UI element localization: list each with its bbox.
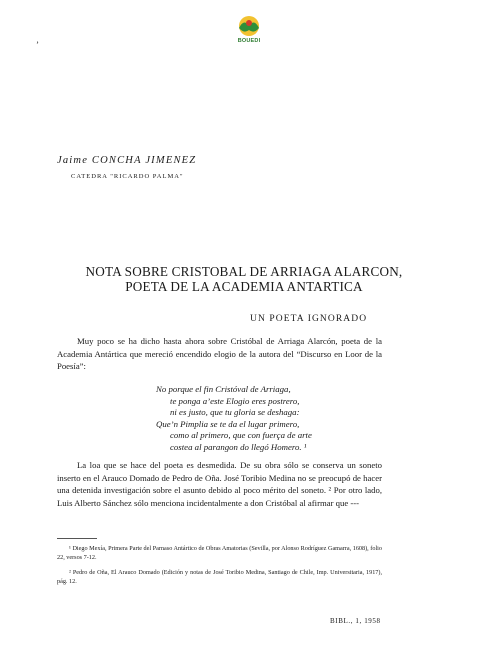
verse-quotation xyxy=(156,384,312,453)
verse-line: costea al parangon do llegó Homero. ¹ xyxy=(170,441,307,452)
verse-line: te ponga a’este Elogio eres postrero, xyxy=(170,395,300,406)
body-paragraph xyxy=(57,459,382,509)
footnote-1 xyxy=(57,544,382,563)
verse-line: Que’n Pimplia se te da el lugar primero, xyxy=(156,418,300,429)
intro-paragraph xyxy=(57,335,382,373)
author-affiliation: CATEDRA "RICARDO PALMA" xyxy=(71,173,184,180)
verse-line: No porque el fin Cristóval de Arriaga, xyxy=(156,384,291,394)
footnote-2-text: ² Pedro de Oña, El Arauco Domado (Edición y notas de José Toribio Medina, Santiago de Chile, Imp. Universitaria, 1917), pág. 12. xyxy=(57,569,382,586)
article-title-line-2: POETA DE LA ACADEMIA ANTARTICA xyxy=(125,279,363,294)
verse-line: ni es justo, que tu gloria se deshaga: xyxy=(170,407,300,417)
body-paragraph-text: La loa que se hace del poeta es desmedida. De su obra sólo se conserva un soneto inserto en el Arauco Domado de Pedro de Oña. José Toribio Medina no se preocupó de hacer una detenida investigación sobre el asunto debido al poco mérito del soneto. ² Por otro lado, Luis Alberto Sánchez sólo menciona incidentalmente a don Cristóbal al afirmar que --- xyxy=(57,460,382,508)
footnote-divider xyxy=(57,538,97,539)
author-name: Jaime CONCHA JIMENEZ xyxy=(57,155,197,166)
page-mark: ’ xyxy=(36,40,39,50)
page-footer-reference: BIBL., 1, 1958 xyxy=(330,617,381,625)
logo-text: BOUEDI xyxy=(237,38,261,44)
logo-emblem-icon xyxy=(232,14,266,38)
section-heading: UN POETA IGNORADO xyxy=(250,314,368,324)
footnote-2 xyxy=(57,568,382,587)
publisher-logo xyxy=(232,14,266,46)
verse-line: como al primero, que con fuerça de arte xyxy=(170,430,312,440)
intro-paragraph-text: Muy poco se ha dicho hasta ahora sobre Cristóbal de Arriaga Alarcón, poeta de la Academia Antártica que mereció encendido elogio de la autora del “Discurso en Loor de la Poesía”: xyxy=(57,336,382,372)
article-title-line-1: NOTA SOBRE CRISTOBAL DE ARRIAGA ALARCON, xyxy=(85,264,403,279)
footnote-1-text: ¹ Diego Mexía, Primera Parte del Parnaso Antártico de Obras Amatorias (Sevilla, por Alonso Rodríguez Gamarra, 1608), folio 22, versos 7-12. xyxy=(57,545,382,562)
